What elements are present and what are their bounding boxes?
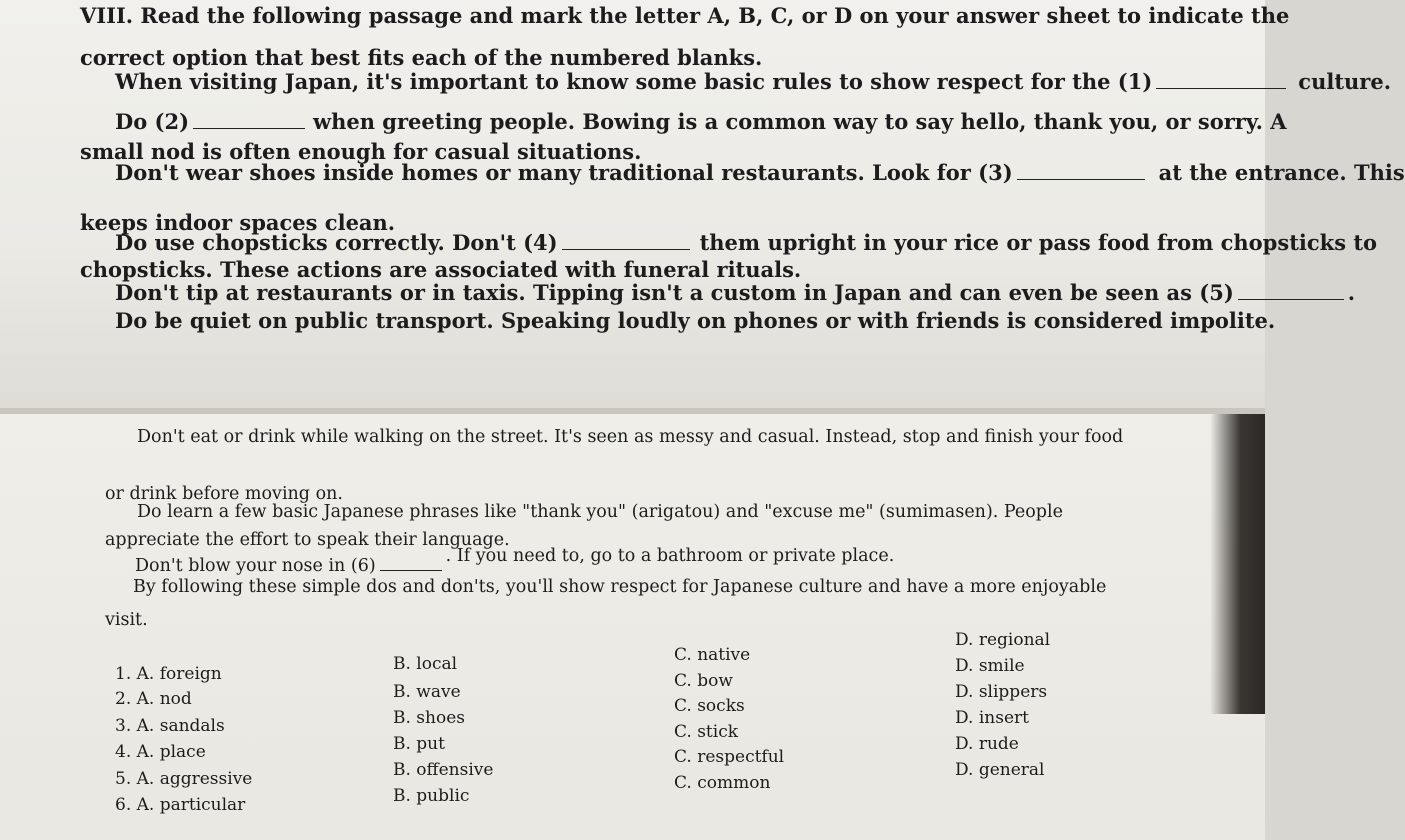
option-1-b[interactable]: B. local xyxy=(393,654,458,674)
passage-line-8-text: Don't tip at restaurants or in taxis. Tipping isn't a custom in Japan and can even be seen as (5) xyxy=(115,280,1234,305)
passage-line-5: keeps indoor spaces clean. xyxy=(80,210,396,235)
passage-line-1-text: When visiting Japan, it's important to know some basic rules to show respect for the (1) xyxy=(115,69,1153,94)
option-3-b[interactable]: B. shoes xyxy=(393,708,465,728)
option-2-c[interactable]: C. bow xyxy=(674,671,733,691)
option-1-d[interactable]: D. regional xyxy=(955,630,1051,650)
passage-line-9: Do be quiet on public transport. Speaking loudly on phones or with friends is considered impolite. xyxy=(115,308,1276,333)
passage-line-4-text: Don't wear shoes inside homes or many traditional restaurants. Look for (3) xyxy=(115,160,1013,185)
passage-line-2-end: when greeting people. Bowing is a common way to say hello, thank you, or sorry. A xyxy=(313,109,1287,134)
option-5-b[interactable]: B. offensive xyxy=(393,760,494,780)
passage-line-14-text: Don't blow your nose in (6) xyxy=(135,556,376,576)
blank-6 xyxy=(380,569,442,571)
option-1-c[interactable]: C. native xyxy=(674,645,751,665)
option-3-c[interactable]: C. socks xyxy=(674,696,745,716)
passage-line-4 xyxy=(115,162,1405,183)
passage-line-1 xyxy=(115,71,1391,92)
photo-bottom-section xyxy=(0,414,1265,840)
blank-4 xyxy=(562,248,690,250)
blank-1 xyxy=(1156,87,1286,89)
option-6-c[interactable]: C. common xyxy=(674,773,771,793)
photo-top-section xyxy=(0,0,1405,408)
question-number: 3. xyxy=(115,716,132,736)
blank-3 xyxy=(1017,178,1145,180)
passage-line-14 xyxy=(135,546,895,576)
passage-line-2-text: Do (2) xyxy=(115,109,190,134)
passage-line-1-end: culture. xyxy=(1298,69,1392,94)
option-6-b[interactable]: B. public xyxy=(393,786,470,806)
option-text: A. sandals xyxy=(136,716,225,736)
passage-line-8-end: . xyxy=(1347,280,1356,305)
passage-line-6-text: Do use chopsticks correctly. Don't (4) xyxy=(115,230,558,255)
passage-line-15: By following these simple dos and don'ts, you'll show respect for Japanese culture and have a more enjoyable xyxy=(133,577,1107,597)
option-5-d[interactable]: D. rude xyxy=(955,734,1019,754)
option-text: A. foreign xyxy=(136,664,222,684)
blank-5 xyxy=(1238,298,1344,300)
passage-line-8 xyxy=(115,282,1355,303)
passage-line-14-end: . If you need to, go to a bathroom or private place. xyxy=(445,546,895,566)
passage-line-16: visit. xyxy=(105,610,148,630)
option-text: A. particular xyxy=(136,795,246,815)
question-number: 5. xyxy=(115,769,132,789)
option-text: A. place xyxy=(136,742,206,762)
option-5-c[interactable]: C. respectful xyxy=(674,747,785,767)
option-6-d[interactable]: D. general xyxy=(955,760,1045,780)
option-text: A. aggressive xyxy=(136,769,253,789)
option-2-b[interactable]: B. wave xyxy=(393,682,461,702)
passage-line-6-end: them upright in your rice or pass food from chopsticks to xyxy=(699,230,1378,255)
passage-line-4-end: at the entrance. This xyxy=(1158,160,1405,185)
question-number: 1. xyxy=(115,664,132,684)
passage-line-2 xyxy=(115,111,1287,132)
blank-2 xyxy=(193,127,305,129)
instruction-line-1: VIII. Read the following passage and mark the letter A, B, C, or D on your answer sheet to indicate the xyxy=(80,3,1290,28)
shadow-edge xyxy=(1210,414,1265,714)
option-2-d[interactable]: D. smile xyxy=(955,656,1025,676)
passage-line-11: or drink before moving on. xyxy=(105,484,343,504)
option-3-d[interactable]: D. slippers xyxy=(955,682,1048,702)
option-6-a[interactable] xyxy=(115,797,245,814)
passage-line-6 xyxy=(115,232,1377,253)
option-1-a[interactable] xyxy=(115,666,222,683)
instruction-line-2: correct option that best fits each of the numbered blanks. xyxy=(80,45,763,70)
option-2-a[interactable] xyxy=(115,691,192,708)
passage-line-13: appreciate the effort to speak their language. xyxy=(105,530,510,550)
passage-line-12 xyxy=(137,480,1063,522)
option-4-d[interactable]: D. insert xyxy=(955,708,1029,728)
passage-line-10: Don't eat or drink while walking on the street. It's seen as messy and casual. Instead, stop and finish your food xyxy=(137,427,1124,447)
question-number: 2. xyxy=(115,689,132,709)
option-5-a[interactable] xyxy=(115,771,252,788)
option-text: A. nod xyxy=(136,689,192,709)
question-number: 6. xyxy=(115,795,132,815)
passage-line-7: chopsticks. These actions are associated with funeral rituals. xyxy=(80,257,802,282)
option-3-a[interactable] xyxy=(115,718,225,735)
option-4-a[interactable] xyxy=(115,744,206,761)
option-4-b[interactable]: B. put xyxy=(393,734,445,754)
option-4-c[interactable]: C. stick xyxy=(674,722,739,742)
question-number: 4. xyxy=(115,742,132,762)
passage-line-12-text: Do learn a few basic Japanese phrases like "thank you" (arigatou) and "excuse me" (sumimasen). People xyxy=(137,502,1063,522)
passage-line-3: small nod is often enough for casual situations. xyxy=(80,139,642,164)
